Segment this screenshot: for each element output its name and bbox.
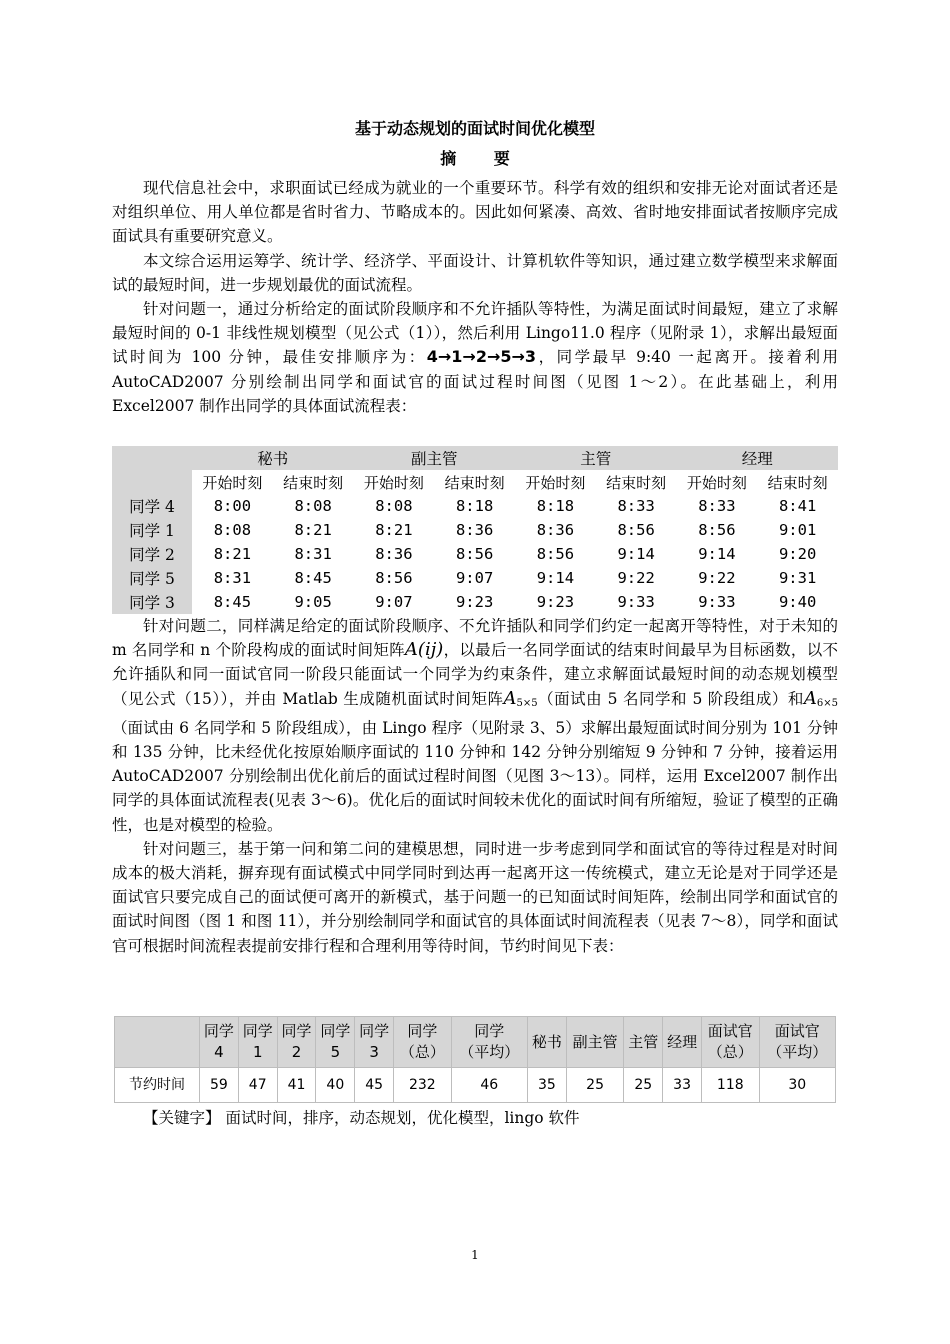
header-line-2: （总） — [399, 1043, 445, 1061]
saving-header-cell — [200, 1017, 239, 1068]
saving-header-cell — [238, 1017, 277, 1068]
matrix-a65-subscript: 6×5 — [816, 697, 838, 709]
corner-cell — [112, 446, 192, 470]
time-cell: 8:18 — [536, 497, 575, 515]
time-cell: 8:08 — [375, 497, 413, 515]
saving-header-cell — [527, 1017, 566, 1068]
keywords-line — [112, 1106, 838, 1130]
keywords-label: 【关键字】 — [143, 1109, 221, 1127]
time-cell: 8:21 — [375, 521, 413, 539]
saving-header-cell — [759, 1017, 835, 1068]
time-cell: 8:45 — [213, 593, 252, 611]
table-row — [112, 542, 838, 566]
time-cell: 9:22 — [698, 569, 736, 587]
para4-text-b: ，以最后一名同学面试的结束时间最早为目标函数，以不允许插队和同一面试官同一阶段只能面试一个同学为约束条件，建立求解面试最短时间的动态规划模型（见公式（15）），并由 Matlab 生成随机面试时间矩阵 — [112, 641, 838, 708]
header-line-1: 经理 — [667, 1032, 698, 1051]
time-cell: 8:21 — [213, 545, 252, 563]
abstract-para-4 — [112, 614, 838, 837]
header-line-2: （平均） — [767, 1043, 828, 1061]
time-cell: 8:56 — [617, 521, 655, 539]
time-cell: 9:23 — [455, 593, 494, 611]
row-label: 同学 1 — [112, 518, 192, 542]
sub-start: 开始时刻 — [363, 473, 424, 492]
time-cell: 8:36 — [375, 545, 413, 563]
saving-value: 25 — [566, 1068, 624, 1103]
time-cell: 8:31 — [213, 569, 252, 587]
abstract-heading: 摘 要 — [440, 149, 526, 168]
schedule-table — [112, 446, 838, 614]
header-line-1: 面试官 — [774, 1022, 820, 1040]
time-cell: 9:07 — [455, 569, 494, 587]
header-line-1: 同学 — [407, 1022, 438, 1040]
time-cell: 8:36 — [536, 521, 575, 539]
abstract-para-3 — [112, 297, 838, 418]
time-cell: 8:21 — [294, 521, 332, 539]
corner-cell — [115, 1017, 200, 1068]
time-cell: 8:56 — [698, 521, 736, 539]
saving-value: 118 — [702, 1068, 760, 1103]
time-saving-table — [114, 1016, 836, 1103]
header-line-1: 同学 — [281, 1022, 312, 1040]
saving-header-cell — [566, 1017, 624, 1068]
time-cell: 8:56 — [375, 569, 413, 587]
saving-header-cell — [355, 1017, 394, 1068]
time-cell: 9:01 — [778, 521, 817, 539]
para4-text-c: （面试由 5 名同学和 5 阶段组成）和 — [537, 689, 804, 708]
group-deputy: 副主管 — [354, 446, 516, 470]
para3-text-b: ，同学最早 9:40 一起离开。接着利用 AutoCAD2007 分别绘制出同学和面试官的面试过程时间图（见图 1～2）。在此基础上，利用 Excel2007 制作出同学的具体面试流程表： — [112, 348, 838, 415]
schedule-group-header — [112, 446, 838, 470]
sub-start: 开始时刻 — [525, 473, 586, 492]
table-row — [112, 566, 838, 590]
matrix-a55-subscript: 5×5 — [516, 697, 538, 709]
time-cell: 8:56 — [455, 545, 494, 563]
sub-start: 开始时刻 — [202, 473, 263, 492]
saving-value: 45 — [355, 1068, 394, 1103]
time-cell: 9:23 — [536, 593, 575, 611]
saving-value: 30 — [759, 1068, 835, 1103]
saving-value: 40 — [316, 1068, 355, 1103]
saving-header-cell — [277, 1017, 316, 1068]
header-line-2: 1 — [252, 1043, 263, 1061]
group-secretary: 秘书 — [192, 446, 354, 470]
header-line-1: 同学 — [359, 1022, 390, 1040]
matrix-a65: A — [803, 687, 817, 709]
time-cell: 9:07 — [375, 593, 413, 611]
table-row — [112, 590, 838, 614]
sub-end: 结束时刻 — [444, 473, 505, 492]
saving-value: 25 — [624, 1068, 663, 1103]
time-cell: 9:31 — [778, 569, 817, 587]
time-cell: 8:41 — [778, 497, 817, 515]
saving-value: 35 — [527, 1068, 566, 1103]
time-cell: 9:33 — [617, 593, 655, 611]
header-line-1: 面试官 — [707, 1022, 753, 1040]
saving-value: 41 — [277, 1068, 316, 1103]
time-cell: 8:36 — [455, 521, 494, 539]
saving-value: 59 — [200, 1068, 239, 1103]
saving-header-cell — [451, 1017, 527, 1068]
header-line-2: （平均） — [459, 1043, 520, 1061]
saving-value: 47 — [238, 1068, 277, 1103]
time-cell: 8:33 — [617, 497, 655, 515]
sub-start: 开始时刻 — [686, 473, 747, 492]
group-supervisor: 主管 — [515, 446, 677, 470]
header-line-1: 同学 — [203, 1022, 234, 1040]
optimal-sequence: 4→1→2→5→3 — [426, 347, 537, 367]
para4-text-a: 针对问题二，同样满足给定的面试阶段顺序、不允许插队和同学们约定一起离开等特性，对于未知的 m 名同学和 n 个阶段构成的面试时间矩阵 — [112, 617, 838, 660]
time-cell: 8:33 — [698, 497, 736, 515]
saving-value-row — [115, 1068, 836, 1103]
para4-text-d: （面试由 6 名同学和 5 阶段组成），由 Lingo 程序（见附录 3、5）求解出最短面试时间分别为 101 分钟和 135 分钟，比未经优化按原始顺序面试的 110 分钟和 142 分钟分别缩短 9 分钟和 7 分钟，接着运用 AutoCAD2007 分别绘制出优化前后的面试过程时间图（见图 3～13）。同样，运用 Excel2007 制作出同学的具体面试流程表(见表 3～6)。优化后的面试时间较未优化的面试时间有所缩短，验证了模型的正确性，也是对模型的检验。 — [112, 718, 838, 834]
time-cell: 8:00 — [213, 497, 252, 515]
time-cell: 8:08 — [294, 497, 332, 515]
time-cell: 9:14 — [617, 545, 655, 563]
saving-header-cell — [663, 1017, 702, 1068]
header-line-2: 3 — [369, 1043, 379, 1061]
abstract-para-2: 本文综合运用运筹学、统计学、经济学、平面设计、计算机软件等知识，通过建立数学模型来求解面试的最短时间，进一步规划最优的面试流程。 — [112, 251, 838, 294]
header-line-2: （总） — [707, 1043, 753, 1061]
time-cell: 9:40 — [778, 593, 817, 611]
schedule-sub-header — [112, 470, 838, 494]
saving-header-cell — [316, 1017, 355, 1068]
saving-header-row — [115, 1017, 836, 1068]
header-line-1: 同学 — [242, 1022, 273, 1040]
abstract-body-bottom — [112, 614, 838, 958]
header-line-2: 2 — [291, 1043, 302, 1061]
saving-header-cell — [702, 1017, 760, 1068]
time-cell: 8:56 — [536, 545, 575, 563]
row-label: 节约时间 — [115, 1068, 200, 1103]
abstract-para-1: 现代信息社会中，求职面试已经成为就业的一个重要环节。科学有效的组织和安排无论对面试者还是对组织单位、用人单位都是省时省力、节略成本的。因此如何紧凑、高效、省时地安排面试者按顺序完成面试具有重要研究意义。 — [112, 179, 838, 246]
corner-cell — [112, 470, 192, 494]
saving-value: 46 — [451, 1068, 527, 1103]
matrix-a55: A — [503, 687, 517, 709]
time-cell: 8:31 — [294, 545, 332, 563]
time-cell: 8:18 — [455, 497, 494, 515]
sub-end: 结束时刻 — [606, 473, 667, 492]
paper-title: 基于动态规划的面试时间优化模型 — [354, 119, 595, 138]
row-label: 同学 2 — [112, 542, 192, 566]
row-label: 同学 4 — [112, 494, 192, 518]
header-line-1: 主管 — [628, 1032, 659, 1051]
time-cell: 9:14 — [698, 545, 736, 563]
time-cell: 9:33 — [698, 593, 736, 611]
abstract-para-5: 针对问题三，基于第一问和第二问的建模思想，同时进一步考虑到同学和面试官的等待过程是对时间成本的极大消耗，摒弃现有面试模式中同学同时到达再一起离开这一传统模式，建立无论是对于同学还是面试官只要完成自己的面试便可离开的新模式，基于问题一的已知面试时间矩阵，绘制出同学和面试官的面试时间图（图 1 和图 11），并分别绘制同学和面试官的具体面试时间流程表（见表 7～8），同学和面试官可根据时间流程表提前安排行程和合理利用等待时间，节约时间见下表： — [112, 839, 838, 955]
keywords-text: 面试时间，排序，动态规划，优化模型，lingo 软件 — [225, 1109, 580, 1127]
time-cell: 9:20 — [778, 545, 817, 563]
matrix-aij: A(ij) — [404, 639, 444, 661]
header-line-1: 同学 — [320, 1022, 351, 1040]
time-cell: 8:45 — [294, 569, 332, 587]
table-row — [112, 518, 838, 542]
abstract-body-top — [112, 176, 838, 418]
header-line-1: 秘书 — [531, 1032, 562, 1051]
time-cell: 9:22 — [617, 569, 655, 587]
para3-text-a: 针对问题一，通过分析给定的面试阶段顺序和不允许插队等特性，为满足面试时间最短，建立了求解最短时间的 0-1 非线性规划模型（见公式（1）），然后利用 Lingo11.0 程序（见附录 1），求解出最短面试时间为 100 分钟，最佳安排顺序为： — [112, 300, 838, 367]
saving-value: 33 — [663, 1068, 702, 1103]
saving-header-cell — [624, 1017, 663, 1068]
header-line-2: 5 — [330, 1043, 341, 1061]
sub-end: 结束时刻 — [767, 473, 828, 492]
page-number: 1 — [471, 1248, 479, 1262]
time-cell: 8:08 — [213, 521, 252, 539]
header-line-1: 副主管 — [572, 1032, 618, 1051]
row-label: 同学 3 — [112, 590, 192, 614]
time-cell: 9:05 — [294, 593, 332, 611]
saving-value: 232 — [394, 1068, 452, 1103]
time-cell: 9:14 — [536, 569, 575, 587]
saving-header-cell — [394, 1017, 452, 1068]
sub-end: 结束时刻 — [283, 473, 344, 492]
header-line-1: 同学 — [474, 1022, 505, 1040]
group-manager: 经理 — [677, 446, 839, 470]
header-line-2: 4 — [214, 1043, 224, 1061]
row-label: 同学 5 — [112, 566, 192, 590]
table-row — [112, 494, 838, 518]
